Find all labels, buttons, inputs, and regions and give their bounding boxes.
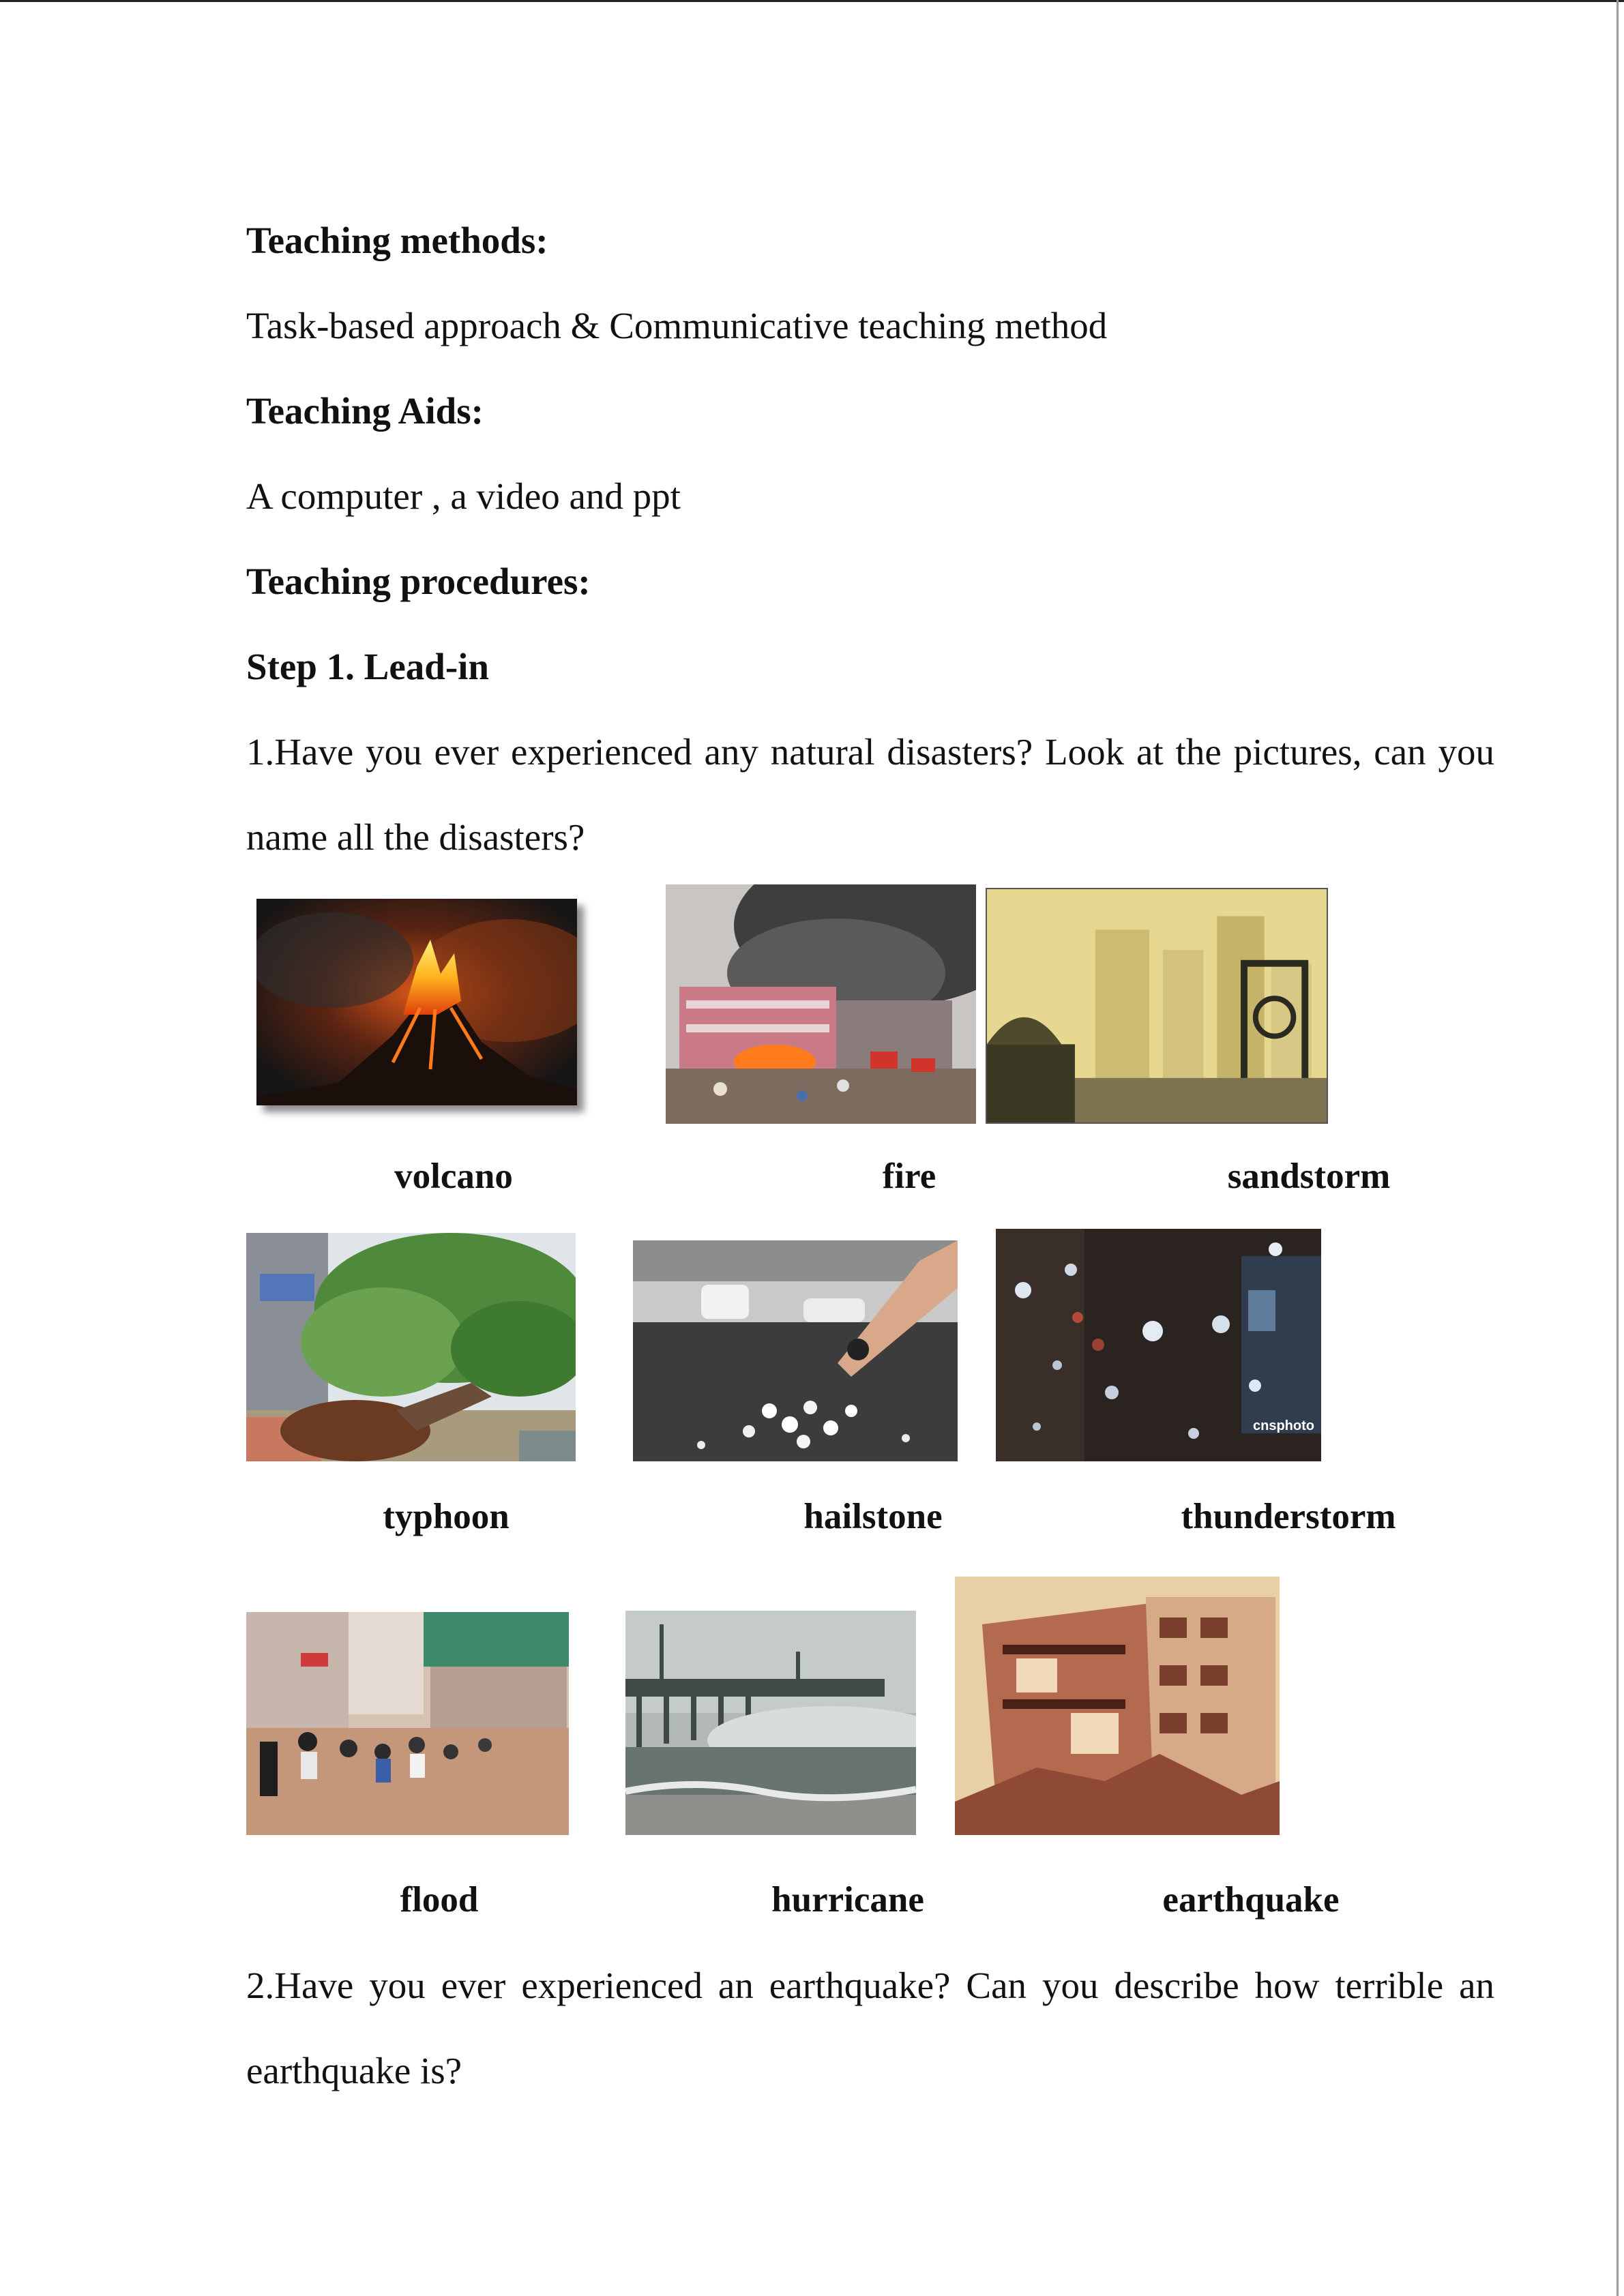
question-2-line-1: 2.Have you ever experienced an earthquake? Can you describe how terrible an bbox=[246, 1965, 1494, 2006]
caption-volcano: volcano bbox=[394, 1157, 513, 1196]
question-1-line-1: 1.Have you ever experienced any natural disasters? Look at the pictures, can you bbox=[246, 731, 1494, 773]
methods-text: Task-based approach & Communicative teaching method bbox=[246, 305, 1108, 346]
caption-earthquake: earthquake bbox=[1162, 1880, 1340, 1920]
hurricane-image bbox=[625, 1611, 916, 1835]
thunderstorm-image bbox=[996, 1229, 1321, 1461]
methods-heading: Teaching methods: bbox=[246, 220, 548, 261]
caption-flood: flood bbox=[400, 1880, 479, 1920]
cnsphoto-watermark: cnsphoto bbox=[1253, 1418, 1314, 1433]
caption-thunderstorm: thunderstorm bbox=[1181, 1497, 1396, 1536]
typhoon-image bbox=[246, 1233, 576, 1461]
page-right-border bbox=[1616, 0, 1619, 2296]
volcano-image bbox=[256, 899, 577, 1105]
page-top-border bbox=[0, 0, 1624, 2]
step1-heading: Step 1. Lead-in bbox=[246, 646, 490, 687]
sandstorm-image bbox=[986, 888, 1328, 1124]
hailstone-image bbox=[633, 1240, 958, 1461]
caption-hailstone: hailstone bbox=[803, 1497, 943, 1536]
caption-sandstorm: sandstorm bbox=[1227, 1157, 1391, 1196]
fire-image bbox=[666, 884, 976, 1124]
question-1-line-2: name all the disasters? bbox=[246, 816, 585, 858]
aids-text: A computer , a video and ppt bbox=[246, 475, 681, 517]
flood-image bbox=[246, 1612, 569, 1835]
earthquake-image bbox=[955, 1577, 1280, 1835]
caption-typhoon: typhoon bbox=[383, 1497, 510, 1536]
question-2-line-2: earthquake is? bbox=[246, 2050, 462, 2091]
caption-hurricane: hurricane bbox=[771, 1880, 924, 1920]
procedures-heading: Teaching procedures: bbox=[246, 561, 591, 602]
aids-heading: Teaching Aids: bbox=[246, 390, 484, 432]
caption-fire: fire bbox=[882, 1157, 936, 1196]
